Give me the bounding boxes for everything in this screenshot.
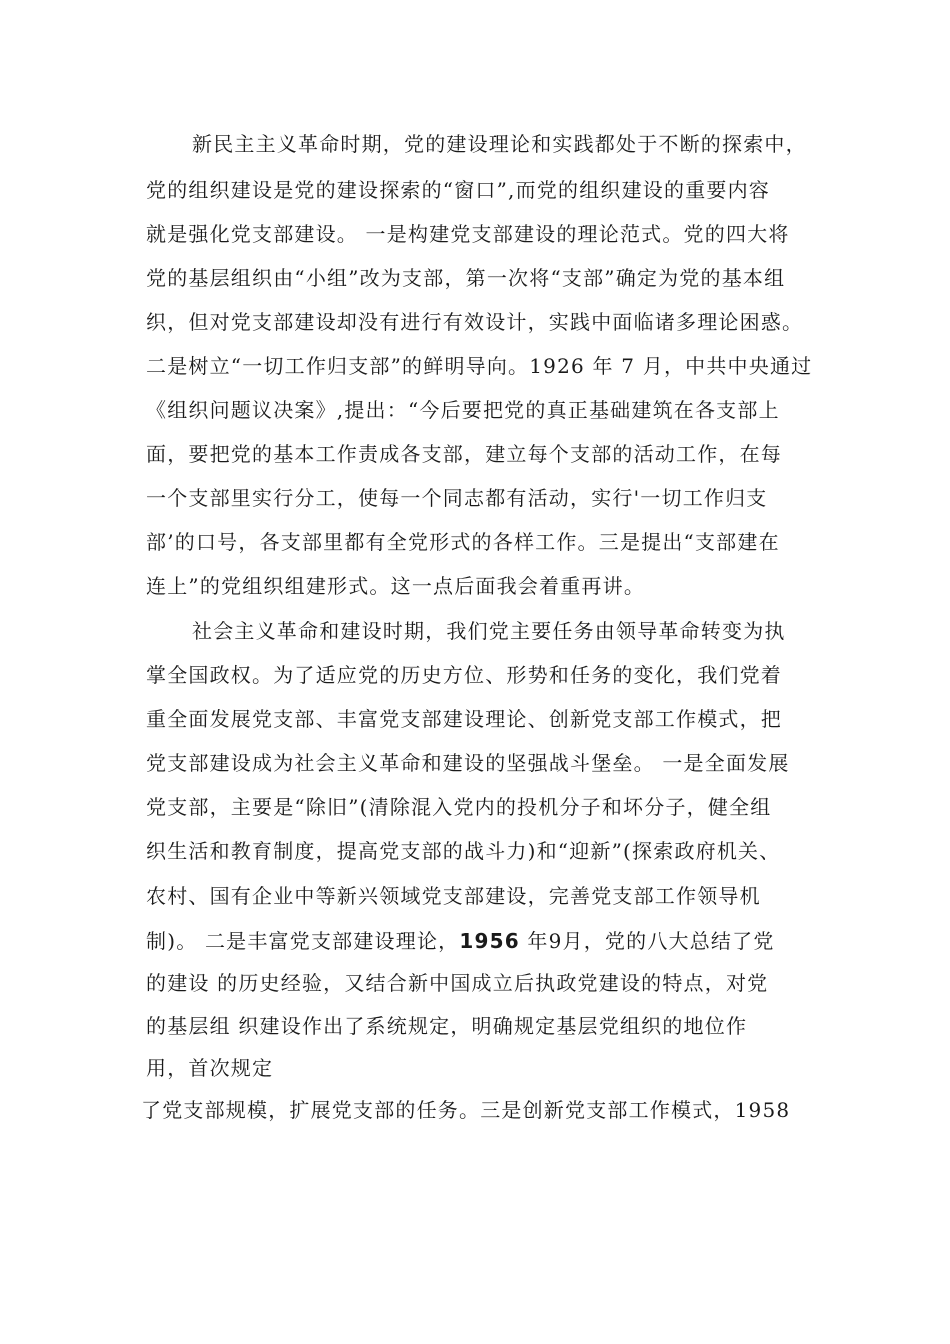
text-line: 的建设 的历史经验，又结合新中国成立后执政党建设的特点，对党 <box>146 971 769 995</box>
text-line: 重全面发展党支部、丰富党支部建设理论、创新党支部工作模式，把 <box>146 707 782 731</box>
text-line: 连上”的党组织组建形式。这一点后面我会着重再讲。 <box>146 574 646 598</box>
text-line: 用，首次规定 <box>146 1056 274 1080</box>
text-line: 二是树立“一切工作归支部”的鲜明导向。1926 年 7 月，中共中央通过 <box>146 354 813 378</box>
text-line: 党支部，主要是“除旧”(清除混入党内的投机分子和坏分子，健全组 <box>146 795 772 819</box>
text-line: 的基层组 织建设作出了系统规定，明确规定基层党组织的地位作 <box>146 1014 748 1038</box>
text-line: 社会主义革命和建设时期，我们党主要任务由领导革命转变为执 <box>192 619 786 643</box>
text-line: 农村、国有企业中等新兴领域党支部建设，完善党支部工作领导机 <box>146 884 761 908</box>
text-line-mixed <box>146 928 775 954</box>
text-line: 部’的口号，各支部里都有全党形式的各样工作。三是提出“支部建在 <box>146 530 780 554</box>
text-line: 织，但对党支部建设却没有进行有效设计，实践中面临诸多理论困惑。 <box>146 310 804 334</box>
text-line: 就是强化党支部建设。 一是构建党支部建设的理论范式。党的四大将 <box>146 222 790 246</box>
text-line: 面，要把党的基本工作责成各支部，建立每个支部的活动工作，在每 <box>146 442 782 466</box>
text-line: 党的基层组织由“小组”改为支部，第一次将“支部”确定为党的基本组 <box>146 266 786 290</box>
text-line: 一个支部里实行分工，使每一个同志都有活动，实行'一切工作归支 <box>146 486 768 510</box>
text-line: 了党支部规模，扩展党支部的任务。三是创新党支部工作模式，1958 <box>141 1098 791 1122</box>
year-bold: 1956 <box>459 929 520 953</box>
text-line: 《组织问题议决案》,提出：“今后要把党的真正基础建筑在各支部上 <box>146 398 780 422</box>
text-segment: 年9月，党的八大总结了党 <box>519 929 775 953</box>
text-line: 党支部建设成为社会主义革命和建设的坚强战斗堡垒。 一是全面发展 <box>146 751 790 775</box>
text-line: 织生活和教育制度，提高党支部的战斗力)和“迎新”(探索政府机关、 <box>146 839 781 863</box>
text-segment: 制)。 二是丰富党支部建设理论， <box>146 929 460 953</box>
text-line: 掌全国政权。为了适应党的历史方位、形势和任务的变化，我们党着 <box>146 663 782 687</box>
text-line: 新民主主义革命时期，党的建设理论和实践都处于不断的探索中， <box>192 132 807 156</box>
text-line: 党的组织建设是党的建设探索的“窗口”,而党的组织建设的重要内容 <box>146 178 771 202</box>
